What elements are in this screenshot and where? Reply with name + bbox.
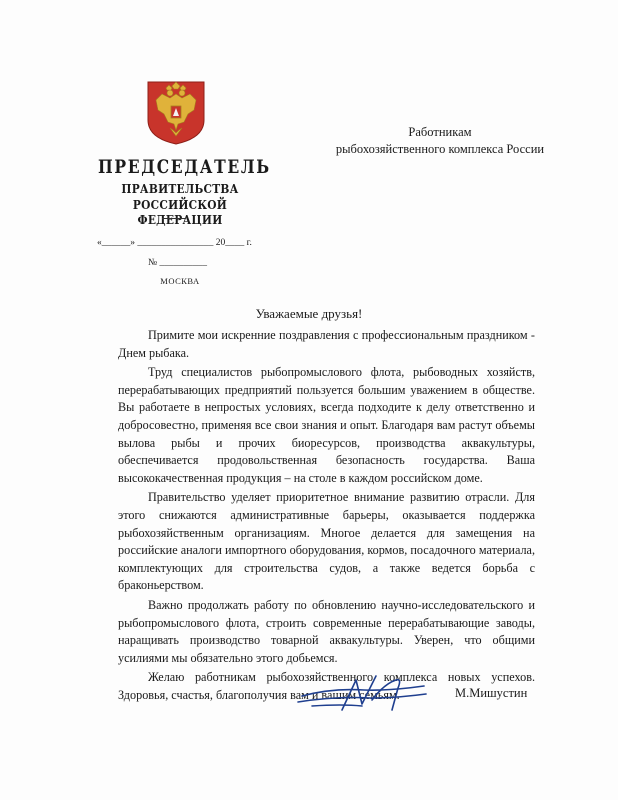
signer-name: М.Мишустин (455, 686, 528, 700)
letterhead-divider (162, 218, 186, 219)
recipient-line2: рыбохозяйственного комплекса России (335, 142, 545, 156)
paragraph: Желаю работникам рыбохозяйственного комплекса новых успехов. Здоровья, счастья, благополучия вам и вашим семьям. (118, 670, 535, 702)
recipient-block (320, 124, 560, 158)
recipient-line1: Работникам (408, 125, 472, 139)
letterhead-line1: ПРАВИТЕЛЬСТВА (121, 181, 239, 196)
letterhead-title: ПРЕДСЕДАТЕЛЬ (98, 156, 271, 178)
letterhead-line2: РОССИЙСКОЙ ФЕДЕРАЦИИ (132, 197, 228, 227)
date-field: «______» ________________ 20____ г. (97, 238, 252, 248)
number-field: № __________ (148, 258, 207, 268)
coat-of-arms-icon (144, 80, 208, 146)
paragraph: Правительство уделяет приоритетное внимание развитию отрасли. Для этого снижаются административные барьеры, оказывается поддержка рыбохозяйственным организациям. Многое делается для замещения на российские аналоги импортного оборудования, кормов, посадочного материала, комплектующих для строительства судов, а также ведется борьба с браконьерством. (118, 490, 535, 593)
paragraph: Труд специалистов рыбопромыслового флота, рыбоводных хозяйств, перерабатывающих предприятий пользуется большим уважением в обществе. Вы работаете в непростых условиях, всегда подходите к делу ответственно и добросовестно, применяя все свои знания и опыт. Благодаря вам растут объемы вылова рыбы и прочих биоресурсов, производства аквакультуры, обеспечивается продовольственная безопасность государства. Ваша высококачественная продукция – на столе в каждом российском доме. (118, 365, 535, 485)
greeting: Уважаемые друзья! (255, 306, 363, 321)
paragraph: Важно продолжать работу по обновлению научно-исследовательского и рыбопромыслового флота, строить современные перерабатывающие заводы, наращивать производство товарной аквакультуры. Уверен, что общими усилиями мы обязательно этого добьемся. (118, 597, 535, 665)
paragraph: Примите мои искренние поздравления с профессиональным праздником - Днем рыбака. (118, 328, 535, 360)
city-label: МОСКВА (160, 276, 200, 286)
letter-body (118, 327, 535, 706)
handwritten-signature (292, 670, 432, 716)
